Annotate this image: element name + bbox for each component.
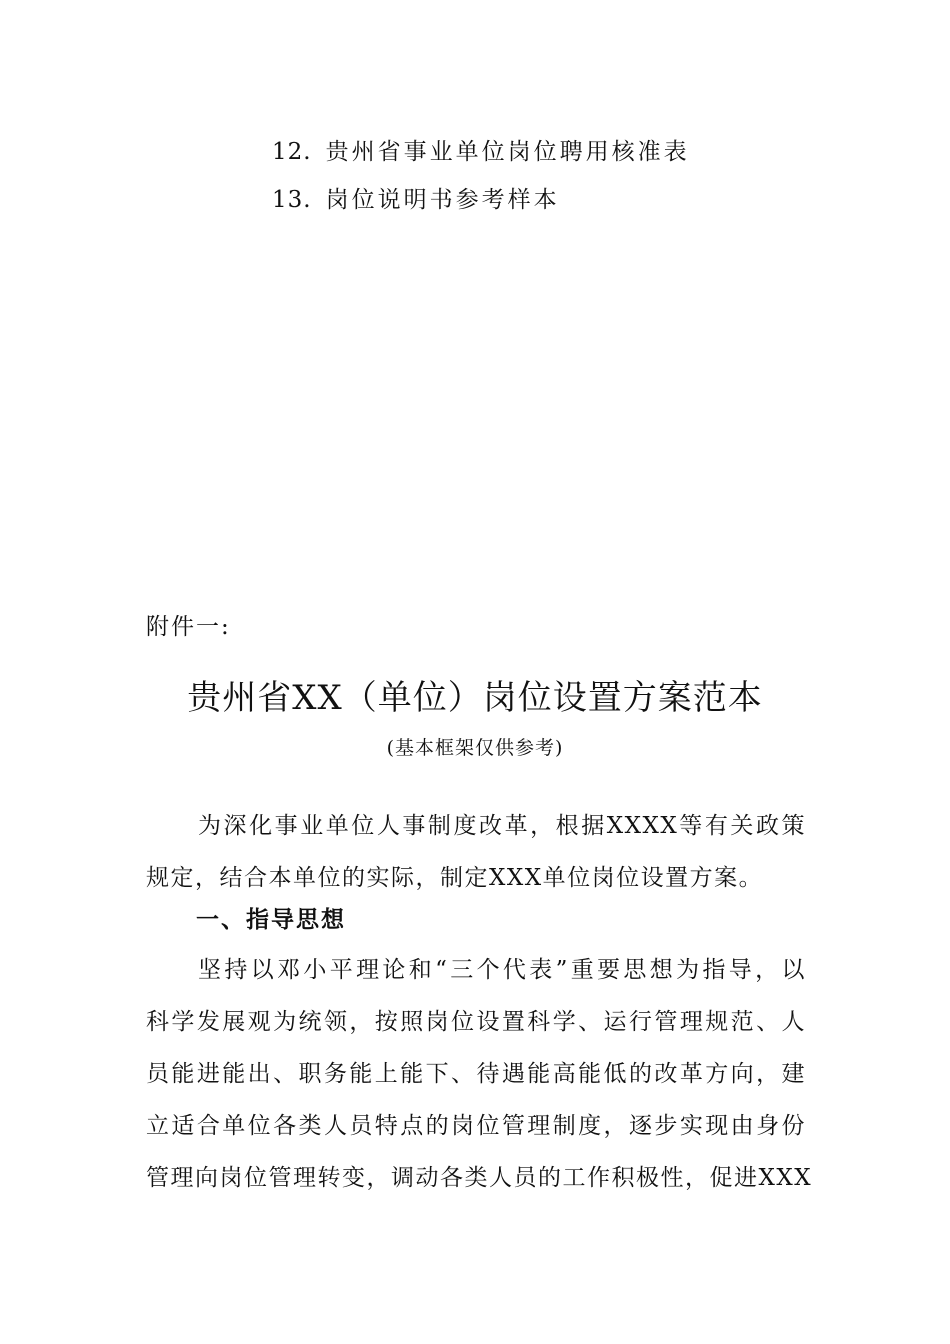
attachment-label: 附件一:: [146, 614, 231, 640]
guiding-ideology-paragraph: [146, 944, 813, 1204]
document-subtitle: (基本框架仅供参考): [386, 737, 564, 759]
toc-item-12: [272, 137, 690, 167]
toc-item-text: 岗位说明书参考样本: [325, 187, 560, 213]
toc-item-13: [272, 185, 560, 215]
toc-item-number: 12.: [272, 139, 312, 165]
document-title: 贵州省XX（单位）岗位设置方案范本: [187, 678, 763, 718]
toc-item-text: 贵州省事业单位岗位聘用核准表: [325, 139, 690, 165]
paragraph-line: 规定，结合本单位的实际，制定XXX单位岗位设置方案。: [146, 865, 764, 891]
paragraph-line: 为深化事业单位人事制度改革，根据XXXX等有关政策: [198, 813, 806, 839]
intro-paragraph: [146, 800, 806, 904]
paragraph-line: 管理向岗位管理转变，调动各类人员的工作积极性，促进XXX: [146, 1165, 813, 1191]
section-heading: 一、指导思想: [196, 907, 346, 933]
toc-item-number: 13.: [272, 187, 312, 213]
paragraph-line: 科学发展观为统领，按照岗位设置科学、运行管理规范、人: [146, 1009, 806, 1035]
paragraph-line: 坚持以邓小平理论和“三个代表”重要思想为指导，以: [198, 957, 806, 983]
paragraph-line: 立适合单位各类人员特点的岗位管理制度，逐步实现由身份: [146, 1113, 806, 1139]
paragraph-line: 员能进能出、职务能上能下、待遇能高能低的改革方向，建: [146, 1061, 806, 1087]
